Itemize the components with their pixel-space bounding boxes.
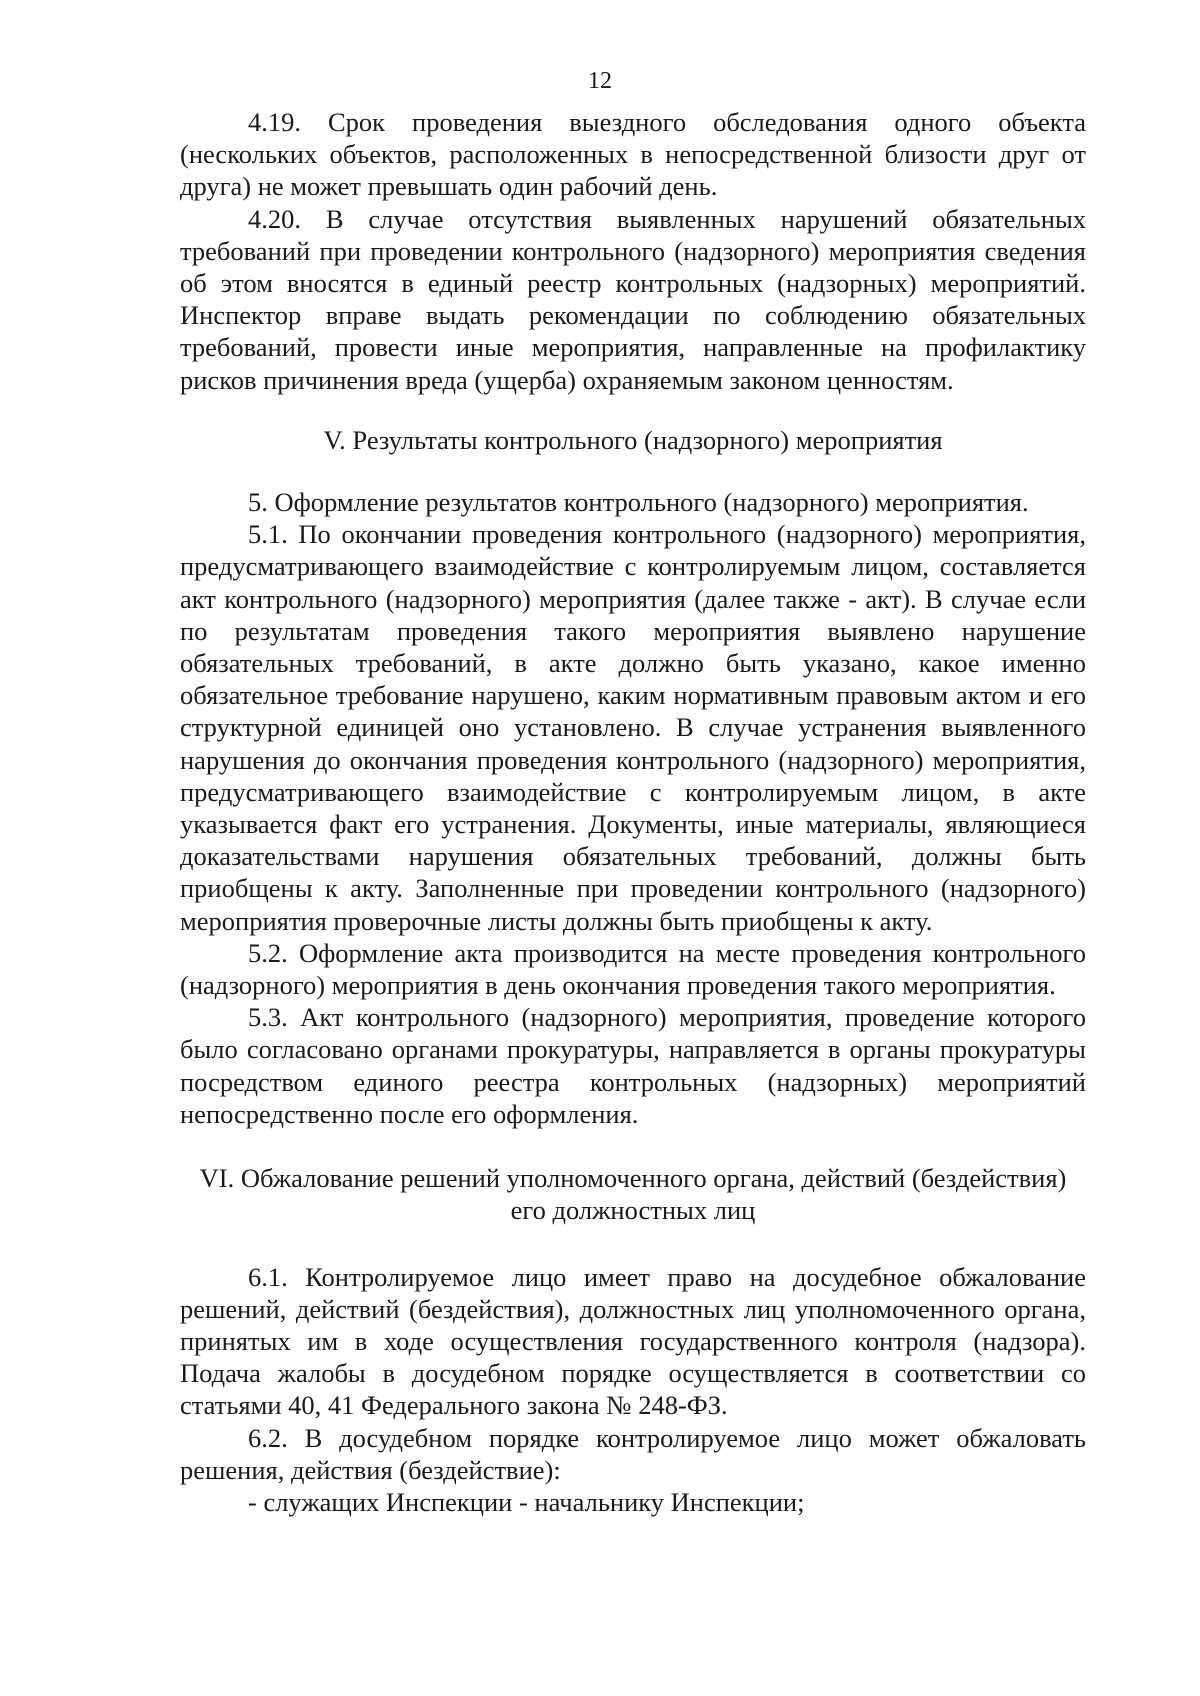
paragraph-4-19: 4.19. Срок проведения выездного обследования одного объекта (нескольких объектов, расположенных в непосредственной близости друг от друга) не может превышать один рабочий день. xyxy=(180,107,1086,202)
paragraph-5-3: 5.3. Акт контрольного (надзорного) мероприятия, проведение которого было согласовано органами прокуратуры, направляется в органы прокуратуры посредством единого реестра контрольных (надзорных) мероприятий непосредственно после его оформления. xyxy=(180,1002,1086,1129)
section-6-heading-line1: VI. Обжалование решений уполномоченного органа, действий (бездействия) xyxy=(199,1163,1067,1194)
document-body xyxy=(180,106,1086,1518)
page-number: 12 xyxy=(588,68,612,94)
paragraph-5: 5. Оформление результатов контрольного (надзорного) мероприятия. xyxy=(248,487,1029,518)
paragraph-6-1: 6.1. Контролируемое лицо имеет право на досудебное обжалование решений, действий (бездействия), должностных лиц уполномоченного органа, принятых им в ходе осуществления государственного контроля (надзора). Подача жалобы в досудебном порядке осуществляется в соответствии со статьями 40, 41 Федерального закона № 248-ФЗ. xyxy=(180,1261,1086,1421)
section-5-heading: V. Результаты контрольного (надзорного) мероприятия xyxy=(323,424,943,455)
paragraph-5-1: 5.1. По окончании проведения контрольного (надзорного) мероприятия, предусматривающего взаимодействие с контролируемым лицом, составляется акт контрольного (надзорного) мероприятия (далее также - акт). В случае если по результатам проведения такого мероприятия выявлено нарушение обязательных требований, в акте должно быть указано, какое именно обязательное требование нарушено, каким нормативным правовым актом и его структурной единицей оно установлено. В случае устранения выявленного нарушения до окончания проведения контрольного (надзорного) мероприятия, предусматривающего взаимодействие с контролируемым лицом, в акте указывается факт его устранения. Документы, иные материалы, являющиеся доказательствами нарушения обязательных требований, должны быть приобщены к акту. Заполненные при проведении контрольного (надзорного) мероприятия проверочные листы должны быть приобщены к акту. xyxy=(180,519,1086,936)
paragraph-4-20: 4.20. В случае отсутствия выявленных нарушений обязательных требований при проведении контрольного (надзорного) мероприятия сведения об этом вносятся в единый реестр контрольных (надзорных) мероприятий. Инспектор вправе выдать рекомендации по соблюдению обязательных требований, провести иные мероприятия, направленные на профилактику рисков причинения вреда (ущерба) охраняемым законом ценностям. xyxy=(180,203,1086,395)
paragraph-6-2: 6.2. В досудебном порядке контролируемое лицо может обжаловать решения, действия (бездействие): xyxy=(180,1422,1086,1485)
section-6-heading-line2: его должностных лиц xyxy=(510,1195,756,1226)
list-item-inspection: - служащих Инспекции - начальнику Инспекции; xyxy=(248,1486,805,1517)
paragraph-5-2: 5.2. Оформление акта производится на месте проведения контрольного (надзорного) мероприятия в день окончания проведения такого мероприятия. xyxy=(180,937,1086,1001)
